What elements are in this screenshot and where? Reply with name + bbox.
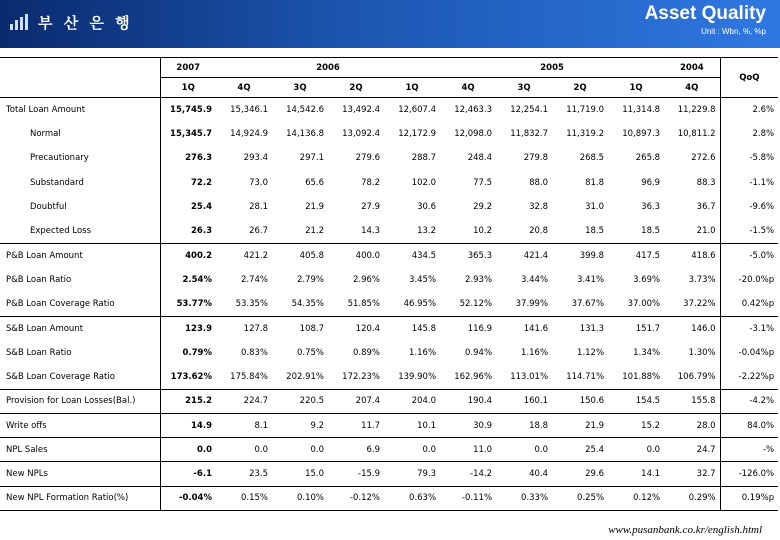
quarter-header: 1Q	[160, 78, 216, 98]
value-cell: 14,136.8	[286, 128, 324, 139]
value-cell: 11,832.7	[510, 128, 549, 139]
table-row	[0, 365, 778, 389]
value-cell: 12,254.1	[510, 104, 549, 115]
value-cell: 21.0	[696, 225, 716, 236]
value-cell: 26.3	[160, 219, 216, 243]
value-cell: 30.9	[440, 413, 496, 437]
value-cell: 11,229.8	[677, 104, 716, 115]
value-cell: 10,811.2	[677, 128, 716, 139]
value-cell: 175.84%	[230, 371, 268, 382]
table-row	[0, 292, 778, 316]
value-cell: 400.2	[160, 243, 216, 267]
value-cell: 0.0	[496, 438, 552, 462]
value-cell: -14.2	[440, 462, 496, 486]
value-cell: 0.0	[384, 438, 440, 462]
value-cell: 0.12%	[608, 486, 664, 510]
unit-note: Unit : Wbn, %, %p	[701, 27, 766, 36]
value-cell: 113.01%	[510, 371, 549, 382]
value-cell: 72.2	[160, 170, 216, 194]
value-cell: 405.8	[272, 243, 328, 267]
value-cell: 21.9	[552, 413, 608, 437]
value-cell: 202.91%	[286, 371, 324, 382]
value-cell: 418.6	[664, 243, 720, 267]
asset-quality-table	[0, 57, 778, 511]
qoq-cell: 0.19%p	[720, 486, 778, 510]
value-cell: 15,745.9	[160, 98, 216, 122]
value-cell: 106.79%	[677, 371, 716, 382]
value-cell: 365.3	[440, 243, 496, 267]
value-cell: 120.4	[328, 316, 384, 340]
value-cell: 276.3	[160, 146, 216, 170]
row-label: P&B Loan Coverage Ratio	[6, 298, 115, 309]
value-cell: 2.54%	[160, 268, 216, 292]
year-2004-header: 2004	[664, 58, 720, 78]
value-cell: 25.4	[160, 195, 216, 219]
value-cell: 11.7	[328, 413, 384, 437]
table-row	[0, 98, 778, 122]
value-cell: 297.1	[299, 153, 324, 164]
value-cell: 18.5	[641, 225, 661, 236]
page-title: Asset Quality	[644, 3, 766, 24]
value-cell: 40.4	[496, 462, 552, 486]
value-cell: 18.8	[496, 413, 552, 437]
table-body	[0, 98, 778, 511]
value-cell: 28.1	[249, 201, 268, 212]
value-cell: 14,924.9	[230, 128, 268, 139]
value-cell: 88.0	[529, 177, 549, 188]
year-2006-header: 2006	[216, 58, 440, 78]
logo-bars-icon	[10, 14, 32, 30]
value-cell: 96.9	[641, 177, 661, 188]
value-cell: 1.12%	[577, 347, 605, 358]
value-cell: 0.63%	[384, 486, 440, 510]
qoq-cell: -5.0%	[720, 243, 778, 267]
row-label: Doubtful	[30, 201, 67, 212]
value-cell: 272.6	[691, 153, 716, 164]
bank-logo	[10, 10, 133, 34]
table-row	[0, 268, 778, 292]
value-cell: 224.7	[216, 389, 272, 413]
value-cell: 150.6	[552, 389, 608, 413]
value-cell: 81.8	[585, 177, 605, 188]
value-cell: 3.41%	[577, 274, 605, 285]
value-cell: 151.7	[608, 316, 664, 340]
qoq-cell: -20.0%p	[720, 268, 778, 292]
qoq-cell: 84.0%	[720, 413, 778, 437]
value-cell: 8.1	[216, 413, 272, 437]
value-cell: 220.5	[272, 389, 328, 413]
value-cell: 0.0	[608, 438, 664, 462]
row-label: P&B Loan Ratio	[6, 274, 72, 285]
value-cell: -15.9	[328, 462, 384, 486]
value-cell: 0.94%	[465, 347, 493, 358]
row-label: S&B Loan Amount	[0, 316, 160, 340]
value-cell: 2.74%	[240, 274, 268, 285]
value-cell: 0.89%	[352, 347, 380, 358]
value-cell: 265.8	[635, 153, 661, 164]
qoq-cell: 2.6%	[720, 98, 778, 122]
quarter-header: 3Q	[496, 78, 552, 98]
value-cell: 421.2	[216, 243, 272, 267]
value-cell: 21.2	[305, 225, 324, 236]
value-cell: 145.8	[384, 316, 440, 340]
value-cell: 15.2	[608, 413, 664, 437]
value-cell: 30.6	[417, 201, 437, 212]
value-cell: 1.34%	[633, 347, 661, 358]
table-row	[0, 219, 778, 243]
value-cell: 127.8	[216, 316, 272, 340]
value-cell: 11,319.2	[566, 128, 605, 139]
value-cell: 12,607.4	[398, 104, 437, 115]
row-label: S&B Loan Coverage Ratio	[6, 371, 115, 382]
value-cell: 12,172.9	[398, 128, 437, 139]
value-cell: 28.0	[664, 413, 720, 437]
value-cell: 29.2	[473, 201, 493, 212]
value-cell: 114.71%	[566, 371, 605, 382]
qoq-cell: -3.1%	[720, 316, 778, 340]
value-cell: 36.7	[696, 201, 716, 212]
value-cell: 288.7	[411, 153, 437, 164]
value-cell: 279.6	[355, 153, 380, 164]
value-cell: 13,492.4	[342, 104, 380, 115]
quarter-header: 1Q	[608, 78, 664, 98]
value-cell: 162.96%	[454, 371, 493, 382]
qoq-cell: -4.2%	[720, 389, 778, 413]
footer-url: www.pusanbank.co.kr/english.html	[608, 524, 762, 536]
quarter-header: 4Q	[440, 78, 496, 98]
value-cell: 10.1	[384, 413, 440, 437]
row-label: New NPL Formation Ratio(%)	[0, 486, 160, 510]
value-cell: 0.83%	[240, 347, 268, 358]
value-cell: 0.0	[216, 438, 272, 462]
value-cell: 29.6	[552, 462, 608, 486]
value-cell: 421.4	[496, 243, 552, 267]
value-cell: 21.9	[305, 201, 324, 212]
value-cell: 37.00%	[627, 298, 661, 309]
value-cell: 0.10%	[272, 486, 328, 510]
value-cell: 3.45%	[409, 274, 437, 285]
qoq-cell: -5.8%	[720, 146, 778, 170]
row-label: NPL Sales	[0, 438, 160, 462]
value-cell: 116.9	[440, 316, 496, 340]
value-cell: -6.1	[160, 462, 216, 486]
table-row	[0, 122, 778, 146]
quarter-header: 4Q	[664, 78, 720, 98]
value-cell: 0.0	[272, 438, 328, 462]
value-cell: 207.4	[328, 389, 384, 413]
value-cell: 15.0	[272, 462, 328, 486]
value-cell: 3.69%	[633, 274, 661, 285]
table-row	[0, 195, 778, 219]
value-cell: 27.9	[361, 201, 380, 212]
value-cell: 79.3	[384, 462, 440, 486]
value-cell: 37.67%	[571, 298, 605, 309]
value-cell: 32.8	[529, 201, 549, 212]
value-cell: 1.16%	[521, 347, 549, 358]
qoq-cell: -0.04%p	[720, 340, 778, 364]
page-header	[0, 0, 780, 48]
value-cell: 32.7	[664, 462, 720, 486]
value-cell: 12,463.3	[454, 104, 493, 115]
value-cell: 3.44%	[521, 274, 549, 285]
value-cell: 0.79%	[160, 340, 216, 364]
value-cell: 26.7	[249, 225, 268, 236]
value-cell: 141.6	[496, 316, 552, 340]
value-cell: 215.2	[160, 389, 216, 413]
row-label: Precautionary	[30, 153, 89, 164]
value-cell: 53.77%	[160, 292, 216, 316]
logo-text: 부 산 은 행	[38, 13, 133, 32]
value-cell: 399.8	[552, 243, 608, 267]
value-cell: 268.5	[579, 153, 605, 164]
table-row	[0, 413, 778, 437]
qoq-cell: 2.8%	[720, 122, 778, 146]
value-cell: 1.16%	[409, 347, 437, 358]
table-row	[0, 316, 778, 340]
value-cell: 0.75%	[296, 347, 324, 358]
quarter-header: 3Q	[272, 78, 328, 98]
value-cell: 11,314.8	[622, 104, 661, 115]
value-cell: 154.5	[608, 389, 664, 413]
value-cell: 14,542.6	[286, 104, 324, 115]
row-label: New NPLs	[0, 462, 160, 486]
value-cell: 146.0	[664, 316, 720, 340]
table-row	[0, 462, 778, 486]
value-cell: 37.99%	[515, 298, 549, 309]
value-cell: 417.5	[608, 243, 664, 267]
qoq-cell: 0.42%p	[720, 292, 778, 316]
value-cell: 434.5	[384, 243, 440, 267]
value-cell: 10,897.3	[622, 128, 661, 139]
qoq-cell: -1.1%	[720, 170, 778, 194]
row-label: S&B Loan Ratio	[6, 347, 72, 358]
qoq-cell: -%	[720, 438, 778, 462]
value-cell: 73.0	[249, 177, 268, 188]
value-cell: 65.6	[305, 177, 324, 188]
value-cell: 3.73%	[688, 274, 716, 285]
value-cell: 51.85%	[347, 298, 380, 309]
value-cell: 204.0	[384, 389, 440, 413]
value-cell: 6.9	[328, 438, 384, 462]
value-cell: 155.8	[664, 389, 720, 413]
row-label: P&B Loan Amount	[0, 243, 160, 267]
table-row	[0, 438, 778, 462]
value-cell: 36.3	[641, 201, 661, 212]
value-cell: 131.3	[552, 316, 608, 340]
value-cell: 20.8	[529, 225, 549, 236]
value-cell: 88.3	[696, 177, 716, 188]
qoq-cell: -2.22%p	[720, 365, 778, 389]
row-label: Substandard	[30, 177, 84, 188]
value-cell: 0.0	[160, 438, 216, 462]
value-cell: 46.95%	[403, 298, 437, 309]
value-cell: 23.5	[216, 462, 272, 486]
row-label: Write offs	[0, 413, 160, 437]
quarter-header: 4Q	[216, 78, 272, 98]
value-cell: 123.9	[160, 316, 216, 340]
quarter-header: 2Q	[552, 78, 608, 98]
qoq-header: QoQ	[720, 58, 778, 98]
row-label: Expected Loss	[30, 225, 92, 236]
value-cell: 2.79%	[296, 274, 324, 285]
table-row	[0, 340, 778, 364]
value-cell: 24.7	[664, 438, 720, 462]
value-cell: 54.35%	[291, 298, 324, 309]
table-row	[0, 243, 778, 267]
value-cell: 14.1	[608, 462, 664, 486]
qoq-cell: -1.5%	[720, 219, 778, 243]
value-cell: 14.9	[160, 413, 216, 437]
table-row	[0, 486, 778, 510]
row-label: Normal	[30, 128, 61, 139]
value-cell: 0.25%	[552, 486, 608, 510]
value-cell: 400.0	[328, 243, 384, 267]
value-cell: 248.4	[467, 153, 493, 164]
value-cell: 31.0	[585, 201, 605, 212]
label-header-cell	[0, 58, 160, 98]
value-cell: 11,719.0	[566, 104, 605, 115]
value-cell: 77.5	[473, 177, 493, 188]
table-row	[0, 146, 778, 170]
quarter-header: 2Q	[328, 78, 384, 98]
value-cell: 2.93%	[465, 274, 493, 285]
row-label: Provision for Loan Losses(Bal.)	[0, 389, 160, 413]
value-cell: 13,092.4	[342, 128, 380, 139]
value-cell: 139.90%	[398, 371, 437, 382]
value-cell: -0.11%	[440, 486, 496, 510]
value-cell: 14.3	[361, 225, 380, 236]
value-cell: 15,346.1	[230, 104, 268, 115]
value-cell: 279.8	[523, 153, 549, 164]
value-cell: 11.0	[440, 438, 496, 462]
qoq-cell: -126.0%	[720, 462, 778, 486]
value-cell: 190.4	[440, 389, 496, 413]
value-cell: 2.96%	[352, 274, 380, 285]
value-cell: 15,345.7	[160, 122, 216, 146]
value-cell: 0.15%	[216, 486, 272, 510]
value-cell: 0.33%	[496, 486, 552, 510]
value-cell: 10.2	[473, 225, 493, 236]
value-cell: 108.7	[272, 316, 328, 340]
value-cell: 102.0	[411, 177, 437, 188]
value-cell: 101.88%	[622, 371, 661, 382]
value-cell: -0.04%	[160, 486, 216, 510]
table-row	[0, 389, 778, 413]
qoq-cell: -9.6%	[720, 195, 778, 219]
value-cell: 1.30%	[688, 347, 716, 358]
table-row	[0, 170, 778, 194]
year-2007-header: 2007	[160, 58, 216, 78]
value-cell: 37.22%	[683, 298, 716, 309]
year-2005-header: 2005	[440, 58, 664, 78]
value-cell: 13.2	[417, 225, 437, 236]
value-cell: 52.12%	[459, 298, 493, 309]
value-cell: 25.4	[552, 438, 608, 462]
value-cell: 9.2	[272, 413, 328, 437]
quarter-header: 1Q	[384, 78, 440, 98]
value-cell: 53.35%	[235, 298, 268, 309]
value-cell: 12,098.0	[454, 128, 493, 139]
value-cell: -0.12%	[328, 486, 384, 510]
value-cell: 173.62%	[160, 365, 216, 389]
value-cell: 18.5	[585, 225, 605, 236]
value-cell: 172.23%	[342, 371, 380, 382]
value-cell: 78.2	[361, 177, 380, 188]
value-cell: 160.1	[496, 389, 552, 413]
value-cell: 293.4	[243, 153, 268, 164]
value-cell: 0.29%	[664, 486, 720, 510]
year-header-row	[0, 58, 778, 78]
row-label: Total Loan Amount	[6, 104, 86, 115]
